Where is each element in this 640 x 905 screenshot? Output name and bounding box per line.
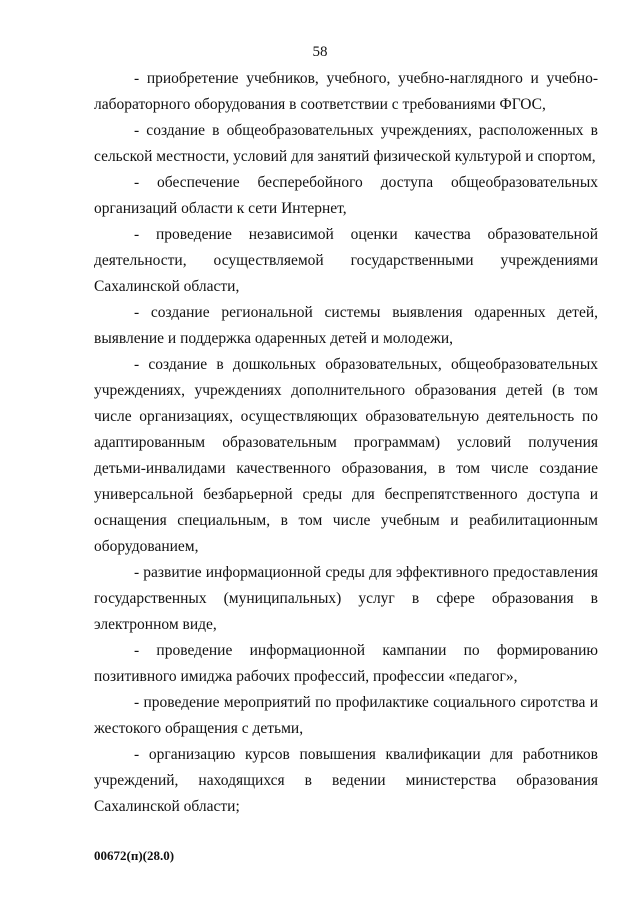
list-item-information-environment: - развитие информационной среды для эффективного предоставления государственных (муниципальных) услуг в сфере образования в электронном виде,: [94, 564, 598, 633]
list-item-qualification-courses: - организацию курсов повышения квалификации для работников учреждений, находящихся в ведении министерства образования Сахалинской области;: [94, 746, 598, 815]
document-body: [94, 66, 598, 820]
page-number: 58: [312, 44, 328, 60]
list-item-information-campaign: - проведение информационной кампании по формированию позитивного имиджа рабочих профессий, профессии «педагог»,: [94, 642, 598, 685]
list-item-textbooks: - приобретение учебников, учебного, учебно-наглядного и учебно-лабораторного оборудования в соответствии с требованиями ФГОС,: [94, 70, 598, 113]
list-item-quality-assessment: - проведение независимой оценки качества образовательной деятельности, осуществляемой государственными учреждениями Сахалинской области,: [94, 226, 598, 295]
list-item-disabled-children: - создание в дошкольных образовательных, общеобразовательных учреждениях, учреждениях дополнительного образования детей (в том числе организациях, осуществляющих образовательную деятельность по адаптированным образовательным программам) условий получения детьми-инвалидами качественного образования, в том числе создание универсальной безбарьерной среды для беспрепятственного доступа и оснащения специальным, в том числе учебным и реабилитационным оборудованием,: [94, 356, 598, 555]
list-item-orphanhood-prevention: - проведение мероприятий по профилактике социального сиротства и жестокого обращения с детьми,: [94, 694, 598, 737]
list-item-internet-access: - обеспечение бесперебойного доступа общеобразовательных организаций области к сети Интернет,: [94, 174, 598, 217]
list-item-rural-sports: - создание в общеобразовательных учреждениях, расположенных в сельской местности, условий для занятий физической культурой и спортом,: [94, 122, 598, 165]
list-item-gifted-children: - создание региональной системы выявления одаренных детей, выявление и поддержка одаренных детей и молодежи,: [94, 304, 598, 347]
document-code: 00672(п)(28.0): [94, 848, 175, 863]
